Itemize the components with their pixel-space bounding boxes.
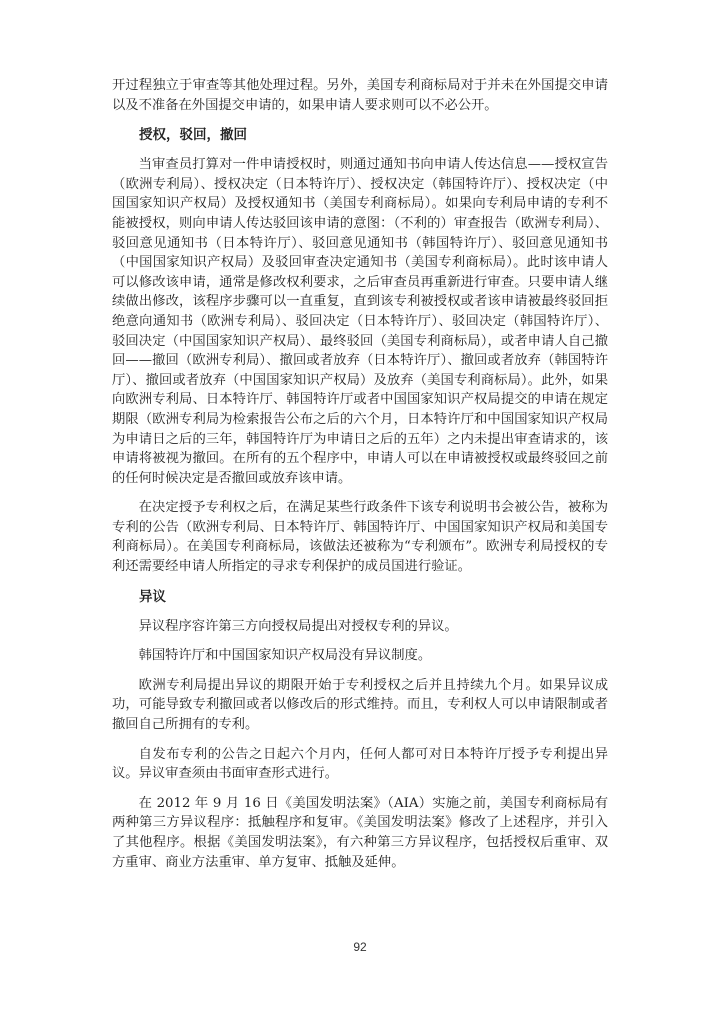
page-number: 92: [353, 940, 367, 954]
paragraph-opposition-epo: 欧洲专利局提出异议的期限开始于专利授权之后并且持续九个月。如果异议成功，可能导致专利撤回或者以修改后的形式维持。而且，专利权人可以申请限制或者撤回自己所拥有的专利。: [112, 677, 608, 733]
page-body: [112, 76, 608, 882]
paragraph-publication: 在决定授予专利权之后，在满足某些行政条件下该专利说明书会被公告，被称为专利的公告（欧洲专利局、日本特许厅、韩国特许厅、中国国家知识产权局和美国专利商标局）。在美国专利商标局，该做法还被称为“专利颁布”。欧洲专利局授权的专利还需要经申请人所指定的寻求专利保护的成员国进行验证。: [112, 500, 608, 575]
paragraph-opposition-jpo: 自发布专利的公告之日起六个月内，任何人都可对日本特许厅授予专利提出异议。异议审查须由书面审查形式进行。: [112, 746, 608, 782]
paragraph-opposition-intro: 异议程序容许第三方向授权局提出对授权专利的异议。: [138, 618, 458, 634]
section-heading-grant-reject-withdraw: 授权，驳回，撤回: [139, 127, 247, 144]
section-heading-opposition: 异议: [139, 588, 166, 605]
paragraph-grant-procedure: 当审查员打算对一件申请授权时，则通过通知书向申请人传达信息——授权宣告（欧洲专利局）、授权决定（日本特许厅）、授权决定（韩国特许厅）、授权决定（中国国家知识产权局）及授权通知书（美国专利商标局）。如果向专利局申请的专利不能被授权，则向申请人传达驳回该申请的意图：（不利的）审查报告（欧洲专利局）、驳回意见通知书（日本特许厅）、驳回意见通知书（韩国特许厅）、驳回意见通知书（中国国家知识产权局）及驳回审查决定通知书（美国专利商标局）。此时该申请人可以修改该申请，通常是修改权利要求，之后审查员再重新进行审查。只要申请人继续做出修改，该程序步骤可以一直重复，直到该专利被授权或者该申请被最终驳回拒绝意向通知书（欧洲专利局）、驳回决定（日本特许厅）、驳回决定（韩国特许厅）、驳回决定（中国国家知识产权局）、最终驳回（美国专利商标局），或者申请人自己撤回——撤回（欧洲专利局）、撤回或者放弃（日本特许厅）、撤回或者放弃（韩国特许厅）、撤回或者放弃（中国国家知识产权局）及放弃（美国专利商标局）。此外，如果向欧洲专利局、日本特许厅、韩国特许厅或者中国国家知识产权局提交的申请在规定期限（欧洲专利局为检索报告公布之后的六个月，日本特许厅和中国国家知识产权局为申请日之后的三年，韩国特许厅为申请日之后的五年）之内未提出审查请求的，该申请将被视为撤回。在所有的五个程序中，申请人可以在申请被授权或最终驳回之前的任何时候决定是否撤回或放弃该申请。: [112, 157, 608, 486]
paragraph-opposition-kipo-cnipa: 韩国特许厅和中国国家知识产权局没有异议制度。: [138, 648, 432, 664]
paragraph-continuation: 开过程独立于审查等其他处理过程。另外，美国专利商标局对于并未在外国提交申请以及不准备在外国提交申请的，如果申请人要求则可以不必公开。: [112, 78, 608, 113]
paragraph-opposition-uspto: 在 2012 年 9 月 16 日《美国发明法案》（AIA）实施之前，美国专利商标局有两种第三方异议程序：抵触程序和复审。《美国发明法案》修改了上述程序，并引入了其他程序。根据《美国发明法案》，有六种第三方异议程序，包括授权后重审、双方重审、商业方法重审、单方复审、抵触及延伸。: [112, 795, 608, 870]
